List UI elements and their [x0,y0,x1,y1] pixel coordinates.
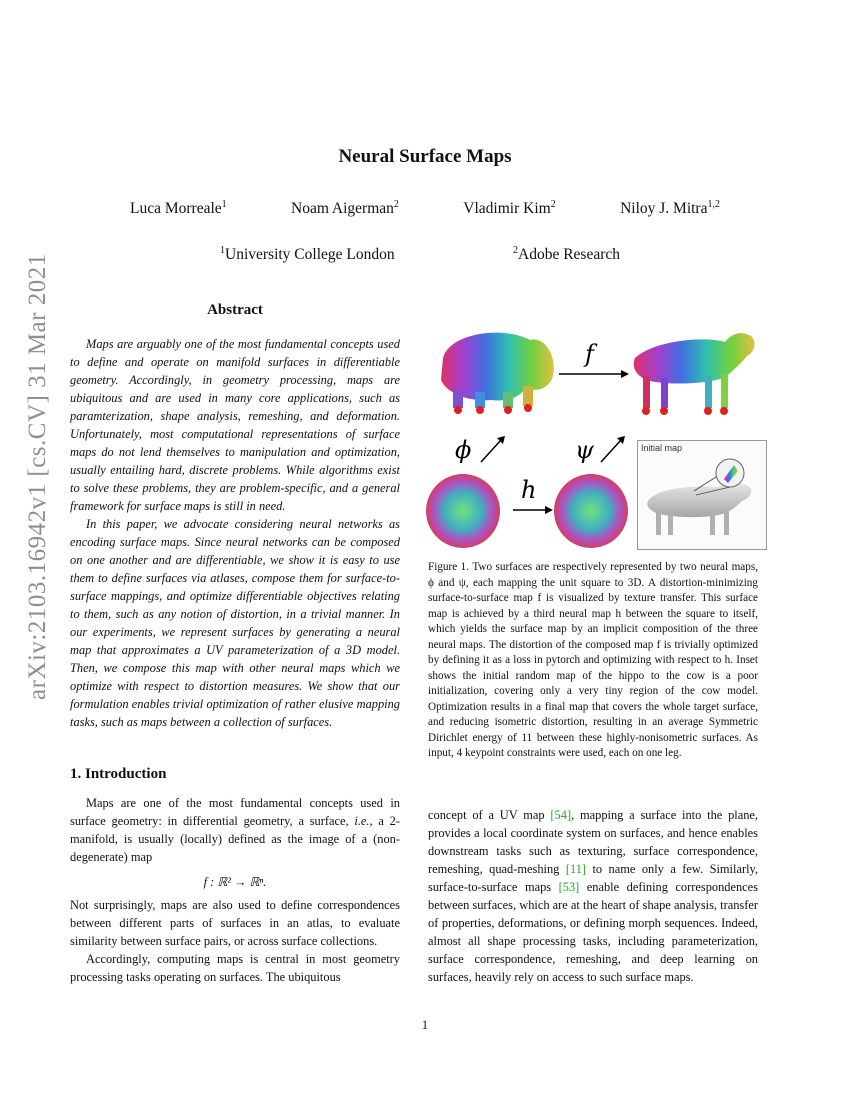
body-paragraph: concept of a UV map [54], mapping a surface into the plane, provides a local coordinate system on surfaces, and hence enables downstream tasks such as texturing, surface correspondence, remeshing, quad-meshing [11] to name only a few. Similarly, surface-to-surface maps [53] enable defining correspondences between surfaces, which are at the heart of shape analysis, transfer of properties, deformations, or defining morph sequences. Indeed, almost all shape processing tasks, including parameterization, surface correspondence, remeshing, and deep learning on surfaces, heavily rely on access to such surface maps. [428,808,759,984]
body-paragraph: Maps are one of the most fundamental concepts used in surface geometry: in differential geometry, a surface, i.e., a 2-manifold, is usually (locally) defined as the image of a (non-degenerate) map [70,796,400,864]
author: Luca Morreale$^1$ [130,198,227,217]
arxiv-identifier: arXiv:2103.16942v1 [cs.CV] 31 Mar 2021 [24,253,51,700]
citation-link[interactable]: [11] [565,862,587,876]
body-paragraph: Not surprisingly, maps are also used to define correspondences between different parts of surfaces in an atlas, to evaluate similarity between surface pairs, or across surface collections. [70,898,400,948]
page-number: 1 [421,1018,429,1032]
section-heading: 1. Introduction [70,766,167,782]
cow-model [634,333,755,415]
body-paragraph: Accordingly, computing maps is central in most geometry processing tasks operating on surfaces. The ubiquitous [70,952,400,984]
author-list [130,200,720,218]
affiliation: $^1$University College London [220,244,395,263]
citation-link[interactable]: [53] [558,880,580,894]
citation-link[interactable]: [54] [550,808,572,822]
label-f: f [585,340,594,368]
label-h: h [521,476,537,504]
figure-caption: Figure 1. Two surfaces are respectively represented by two neural maps, ϕ and ψ, each mapping the unit square to 3D. A distortion-minimizing surface-to-surface map f is visualized by texture transfer. This surface map is achieved by a third neural map h between the square to itself, which yields the surface map by an implicit composition of the three neural maps. The distortion of the composed map f is trivially optimized by defining it as a loss in pytorch and optimizing with respect to h. Inset shows the initial random map of the hippo to the cow is a poor initialization, covering only a very tiny region of the cow model. Optimization results in a final map that covers the whole target surface, and reducing isometric distortion, resulting in an average Symmetric Dirichlet energy of 11 between these highly-nonisometric surfaces. As input, 4 keypoint constraints were used, each on one leg. [428,561,758,759]
author: Vladimir Kim$^2$ [463,198,556,217]
abstract-section [70,302,400,731]
abstract-paragraph: Maps are arguably one of the most fundamental concepts used to define and operate on manifold surfaces in differentiable geometry. Accordingly, in geometry processing, maps are ubiquitous and are used in many core applications, such as paramterization, shape analysis, remeshing, and deformation. Unfortunately, most computational representations of surface maps do not lend themselves to manipulation and optimization, usually entailing hard, discrete problems. While algorithms exist to solve these problems, they are problem-specific, and a general framework for surface maps is still in need. [70,337,400,513]
author: Noam Aigerman$^2$ [291,198,399,217]
author: Niloy J. Mitra$^{1,2}$ [620,198,720,217]
affiliation-list [220,246,620,264]
label-phi: ϕ [455,436,472,464]
abstract-paragraph: In this paper, we advocate considering neural networks as encoding surface maps. Since neural networks can be composed on one another and are differentiable, we show it is easy to use them to define surfaces via atlases, compose them for surface-to-surface mappings, and optimize differentiable objectives relating to them, such as any notion of distortion, in a trivial manner. In our experiments, we represent surfaces by generating a neural map that approximates a UV parameterization of a 3D model. Then, we compose this map with other neural maps which we optimize with respect to distortion measures. We show that our formulation enables trivial optimization of rather elusive mapping tasks, such as maps between a collection of surfaces. [70,517,400,729]
figure-1 [425,318,765,553]
intro-right-column [428,806,758,986]
inset-initial-map [637,440,767,550]
abstract-heading: Abstract [207,302,263,318]
paper-title: Neural Surface Maps [338,146,512,167]
intro-left-column [70,794,400,986]
hippo-model [441,333,554,414]
parameter-disk [554,474,628,548]
label-psi: ψ [575,436,594,464]
inset-label: Initial map [641,443,683,453]
equation: f : ℝ² → ℝⁿ. [203,875,267,889]
parameter-disk [426,474,500,548]
affiliation: $^2$Adobe Research [513,244,620,263]
